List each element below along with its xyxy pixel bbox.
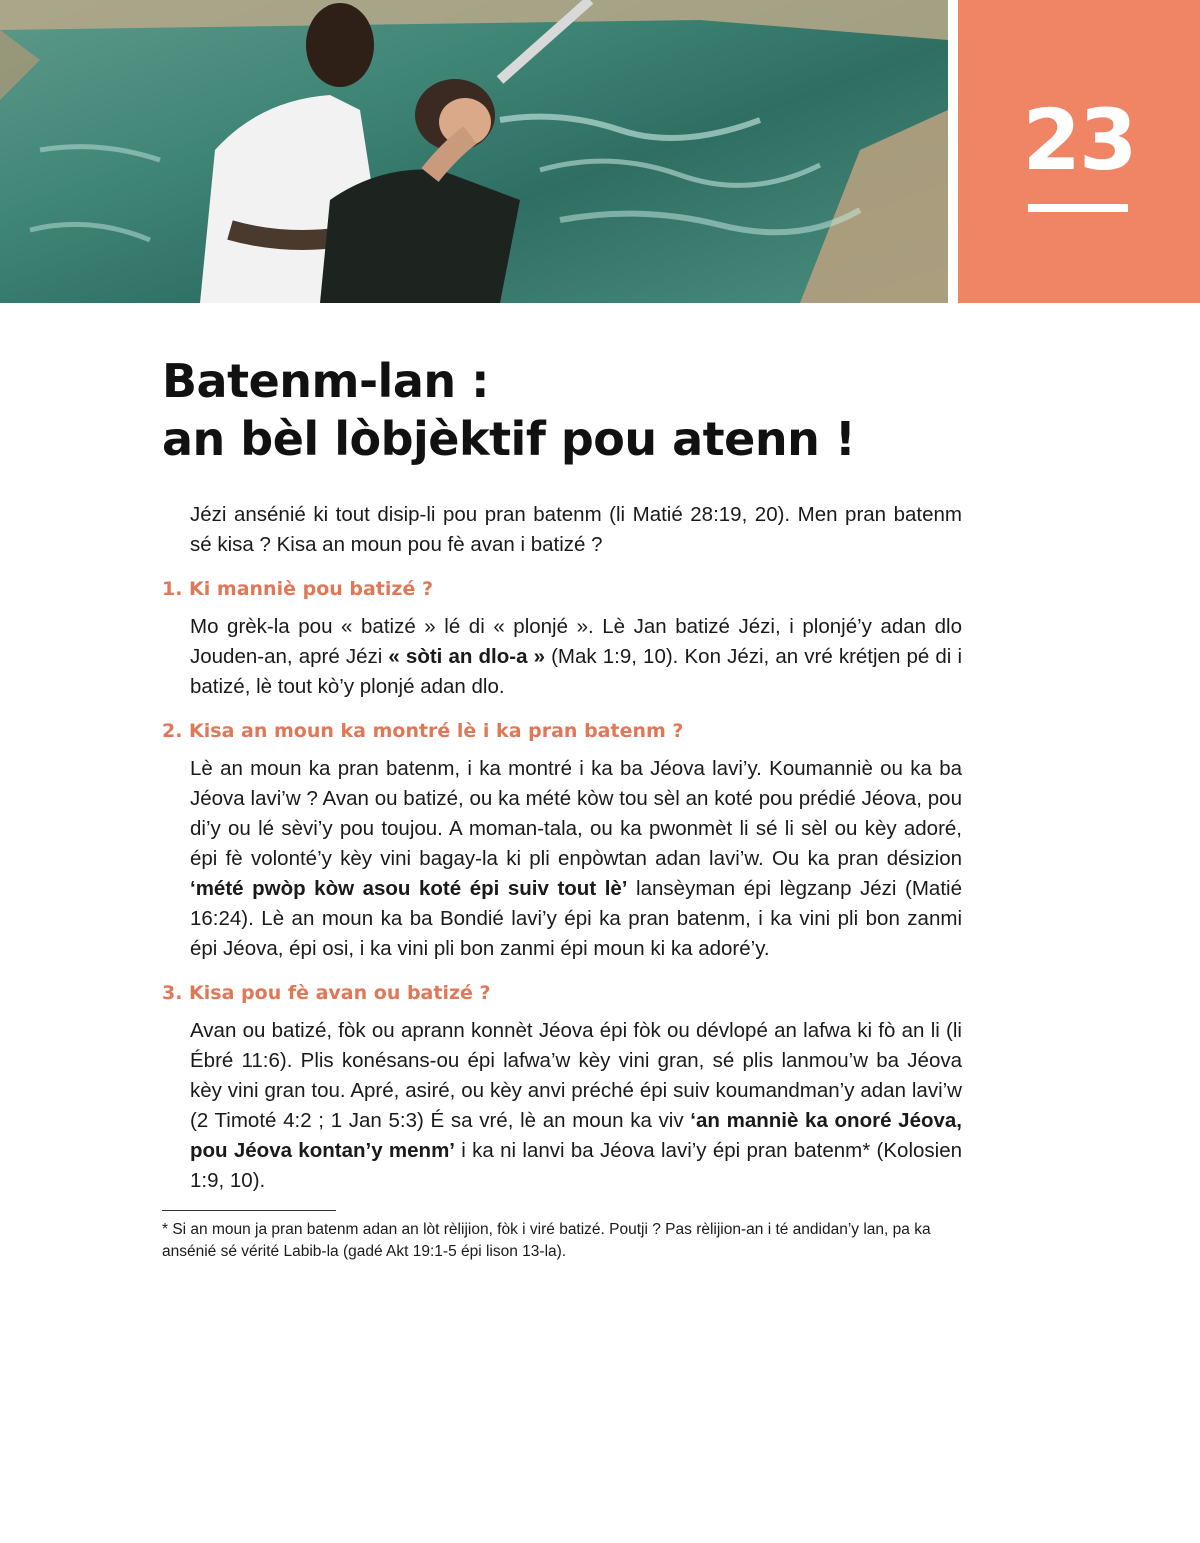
lesson-content xyxy=(162,500,962,1263)
bold-quote: ‘an manniè ka onoré Jéova, pou Jéova kontan’y menm’ xyxy=(190,1109,962,1162)
lesson-number: 23 xyxy=(1022,91,1136,189)
section-2-heading: 2. Kisa an moun ka montré lè i ka pran batenm ? xyxy=(162,720,684,742)
bold-quote: « sòti an dlo-a » xyxy=(388,645,545,668)
section-3-heading: 3. Kisa pou fè avan ou batizé ? xyxy=(162,982,491,1004)
text-run: Lè an moun ka pran batenm, i ka montré i ka ba Jéova lavi’y. Koumanniè ou ka ba Jéova lavi’w ? Avan ou batizé, ou ka mété kòw tou sèl an koté pou prédié Jéova, pou di’y ou lé sèvi’y pou toujou. A moman-tala, ou ka pwonmèt li sé li sèl ou kèy adoré, épi fè volonté’y kèy vini bagay-la ki pli enpòwtan adan lavi’w. Ou ka pran désizion xyxy=(190,757,962,870)
intro-paragraph: Jézi ansénié ki tout disip-li pou pran batenm (li Matié 28:19, 20). Men pran batenm sé kisa ? Kisa an moun pou fè avan i batizé ? xyxy=(190,503,962,556)
text-run: i ka ni lanvi ba Jéova lavi’y épi pran batenm* (Kolosien 1:9, 10). xyxy=(190,1139,963,1192)
text-run: (Mak 1:9, 10). Kon Jézi, an vré krétjen pé di i batizé, lè tout kò’y plonjé adan dlo. xyxy=(190,645,963,698)
footnote: * Si an moun ja pran batenm adan an lòt rèlijion, fòk i viré batizé. Poutji ? Pas rèlijion-an i té andidan’y lan, pa ka ansénié sé vérité Labib-la (gadé Akt 19:1-5 épi lison 13-la). xyxy=(162,1221,931,1260)
section-2-paragraph xyxy=(190,754,962,964)
title-line-1: Batenm-lan : xyxy=(162,354,490,408)
bold-quote: ‘mété pwòp kòw asou koté épi suiv tout lè’ xyxy=(190,877,628,900)
baptism-photo-illustration xyxy=(0,0,948,303)
title-line-2: an bèl lòbjèktif pou atenn ! xyxy=(162,412,856,466)
page-title xyxy=(162,352,1062,468)
header-photo xyxy=(0,0,948,303)
text-run: Mo grèk-la pou « batizé » lé di « plonjé ». Lè Jan batizé Jézi, i plonjé’y adan dlo Jouden-an, apré Jézi xyxy=(190,615,962,668)
lesson-number-underline xyxy=(1028,204,1128,212)
text-run: lansèyman épi lègzanp Jézi (Matié 16:24). Lè an moun ka ba Bondié lavi’y épi ka pran batenm, i ka vini pli bon zanmi épi Jéova, épi osi, i ka vini pli bon zanmi épi moun ki ka adoré’y. xyxy=(190,877,962,960)
lesson-number-box xyxy=(958,0,1200,303)
footnote-divider xyxy=(162,1210,336,1211)
section-1-heading: 1. Ki manniè pou batizé ? xyxy=(162,578,433,600)
section-1-paragraph xyxy=(190,612,962,702)
text-run: Avan ou batizé, fòk ou aprann konnèt Jéova épi fòk ou dévlopé an lafwa ki fò an li (li Ébré 11:6). Plis konésans-ou épi lafwa’w kèy vini gran, sé plis lanmou’w ba Jéova kèy vini gran tou. Apré, asiré, ou kèy anvi préché épi suiv koumandman’y adan lavi’w (2 Timoté 4:2 ; 1 Jan 5:3) É sa vré, lè an moun ka viv xyxy=(190,1019,962,1132)
section-3-paragraph xyxy=(190,1016,962,1196)
